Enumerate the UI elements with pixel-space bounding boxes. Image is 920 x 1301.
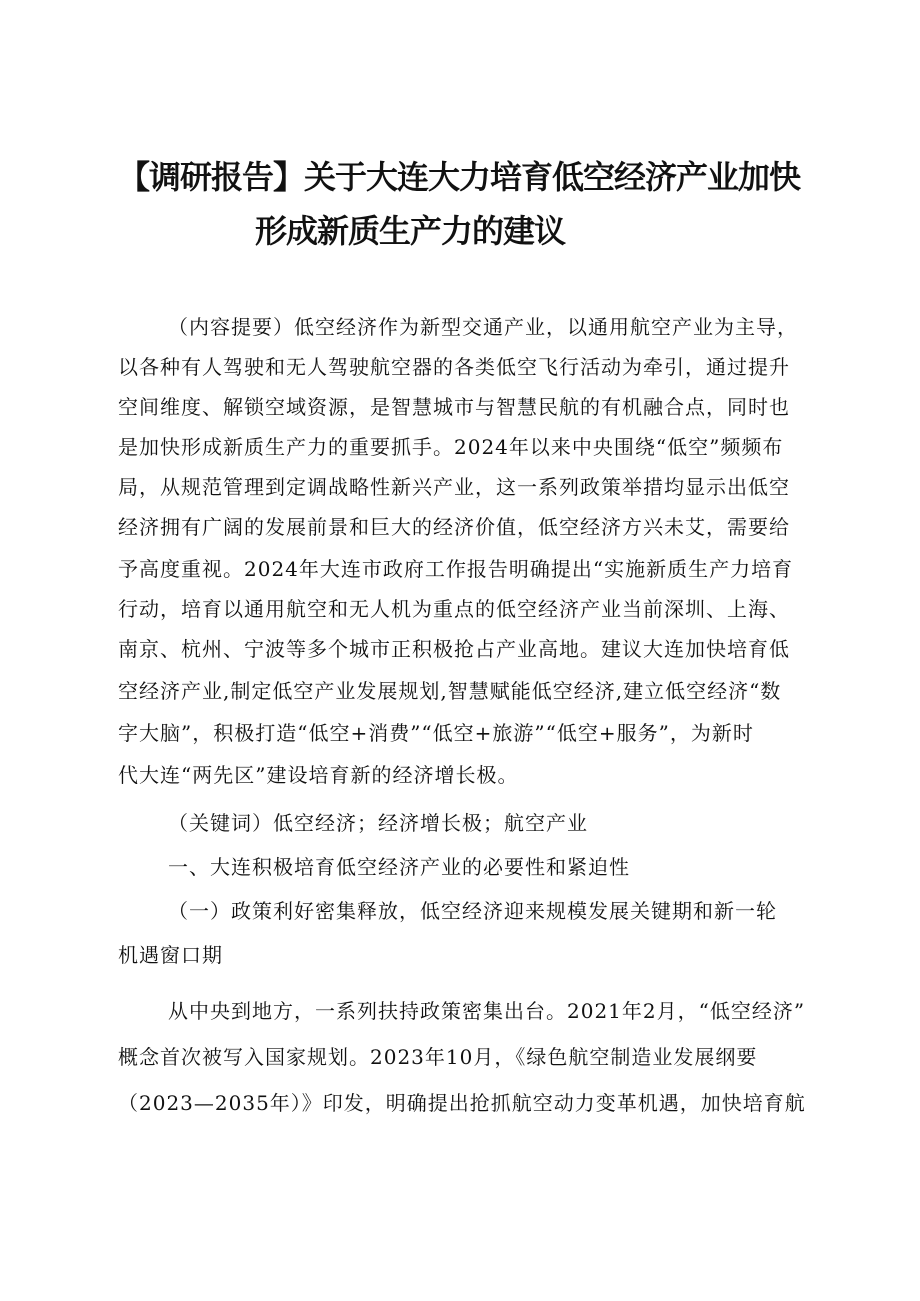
abstract-line: 行动，培育以通用航空和无人机为重点的低空经济产业当前深圳、上海、 [118,597,790,621]
body-line: 概念首次被写入国家规划。2023年10月，《绿色航空制造业发展纲要 [118,1045,758,1069]
subsection-heading-line: （一）政策利好密集释放，低空经济迎来规模发展关键期和新一轮 [168,899,777,923]
abstract-line: 局，从规范管理到定调战略性新兴产业，这一系列政策举措均显示出低空 [118,475,790,499]
document-title-line-1: 【调研报告】关于大连大力培育低空经济产业加快 [118,158,801,196]
body-line: （2023—2035年）》印发，明确提出抢抓航空动力变革机遇，加快培育航 [118,1091,806,1115]
abstract-line: （内容提要）低空经济作为新型交通产业，以通用航空产业为主导， [168,315,798,339]
section-heading: 一、大连积极培育低空经济产业的必要性和紧迫性 [168,855,630,879]
abstract-line: 南京、杭州、宁波等多个城市正积极抢占产业高地。建议大连加快培育低 [118,637,790,661]
subsection-heading-line: 机遇窗口期 [118,943,223,967]
abstract-line: 是加快形成新质生产力的重要抓手。2024年以来中央围绕“低空”频频布 [118,435,784,459]
abstract-line: 经济拥有广阔的发展前景和巨大的经济价值，低空经济方兴未艾，需要给 [118,515,790,539]
abstract-line: 空经济产业,制定低空产业发展规划,智慧赋能低空经济,建立低空经济“数 [118,679,782,703]
abstract-line: 代大连“两先区”建设培育新的经济增长极。 [118,763,519,787]
abstract-line: 予高度重视。2024年大连市政府工作报告明确提出“实施新质生产力培育 [118,557,794,581]
abstract-line: 以各种有人驾驶和无人驾驶航空器的各类低空飞行活动为牵引，通过提升 [118,355,790,379]
abstract-line: 字大脑”，积极打造“低空+消费”“低空+旅游”“低空+服务”，为新时 [118,721,754,745]
keywords-line: （关键词）低空经济；经济增长极；航空产业 [168,811,588,835]
abstract-line: 空间维度、解锁空域资源，是智慧城市与智慧民航的有机融合点，同时也 [118,395,790,419]
body-line: 从中央到地方，一系列扶持政策密集出台。2021年2月，“低空经济” [168,999,806,1023]
document-title-line-2: 形成新质生产力的建议 [255,212,566,250]
